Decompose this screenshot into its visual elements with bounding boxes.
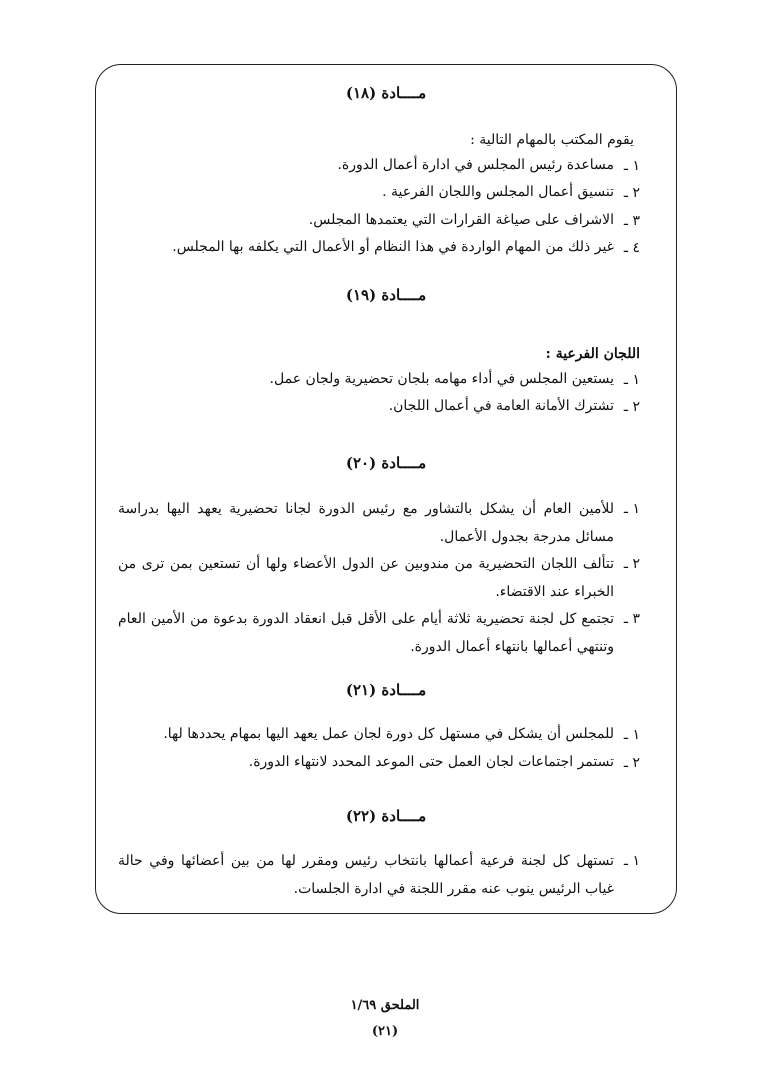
article-22-body	[118, 848, 640, 903]
list-item: ٣ ـ تجتمع كل لجنة تحضيرية ثلاثة أيام على الأقل قبل انعقاد الدورة بدعوة من الأمين العام وتنتهي أعمالها بانتهاء أعمال الدورة.	[118, 611, 640, 655]
article-21-body	[118, 722, 640, 777]
list-item: ٢ ـ تشترك الأمانة العامة في أعمال اللجان.	[388, 398, 640, 415]
article-18-body	[118, 128, 640, 263]
article-20-body	[118, 496, 640, 661]
list-item: ١ ـ مساعدة رئيس المجلس في ادارة أعمال الدورة.	[337, 156, 640, 174]
article-19-heading: مــــادة (١٩)	[345, 286, 427, 304]
list-item: ٢ ـ تستمر اجتماعات لجان العمل حتى الموعد المحدد لانتهاء الدورة.	[248, 753, 640, 771]
article-20-heading: مــــادة (٢٠)	[345, 454, 427, 472]
page-number: (٢١)	[371, 1024, 399, 1039]
list-item: ١ ـ للمجلس أن يشكل في مستهل كل دورة لجان عمل يعهد اليها بمهام يحددها لها.	[163, 726, 640, 743]
list-item: ١ ـ للأمين العام أن يشكل بالتشاور مع رئيس الدورة لجانا تحضيرية يعهد اليها بدراسة مسائل مدرجة بجدول الأعمال.	[118, 501, 640, 545]
list-item: ٤ ـ غير ذلك من المهام الواردة في هذا النظام أو الأعمال التي يكلفه بها المجلس.	[172, 239, 640, 256]
list-item: ١ ـ يستعين المجلس في أداء مهامه بلجان تحضيرية ولجان عمل.	[269, 370, 640, 388]
list-item: ١ ـ تستهل كل لجنة فرعية أعمالها بانتخاب رئيس ومقرر لها من بين أعضائها وفي حالة غياب الرئيس ينوب عنه مقرر اللجنة في ادارة الجلسات.	[118, 853, 640, 897]
article-19-intro: اللجان الفرعية :	[545, 346, 640, 362]
annex-label: الملحق ١/٦٩	[350, 998, 420, 1013]
list-item: ٢ ـ تنسيق أعمال المجلس واللجان الفرعية .	[382, 184, 640, 201]
list-item: ٣ ـ الاشراف على صياغة القرارات التي يعتمدها المجلس.	[308, 211, 640, 229]
article-18-heading: مــــادة (١٨)	[345, 84, 427, 102]
article-18-intro: يقوم المكتب بالمهام التالية :	[470, 132, 634, 148]
article-22-heading: مــــادة (٢٢)	[345, 807, 427, 825]
list-item: ٢ ـ تتألف اللجان التحضيرية من مندوبين عن الدول الأعضاء ولها أن تستعين بمن ترى من الخبراء عند الاقتضاء.	[118, 556, 640, 600]
article-21-heading: مــــادة (٢١)	[345, 681, 427, 699]
article-19-body	[118, 342, 640, 422]
